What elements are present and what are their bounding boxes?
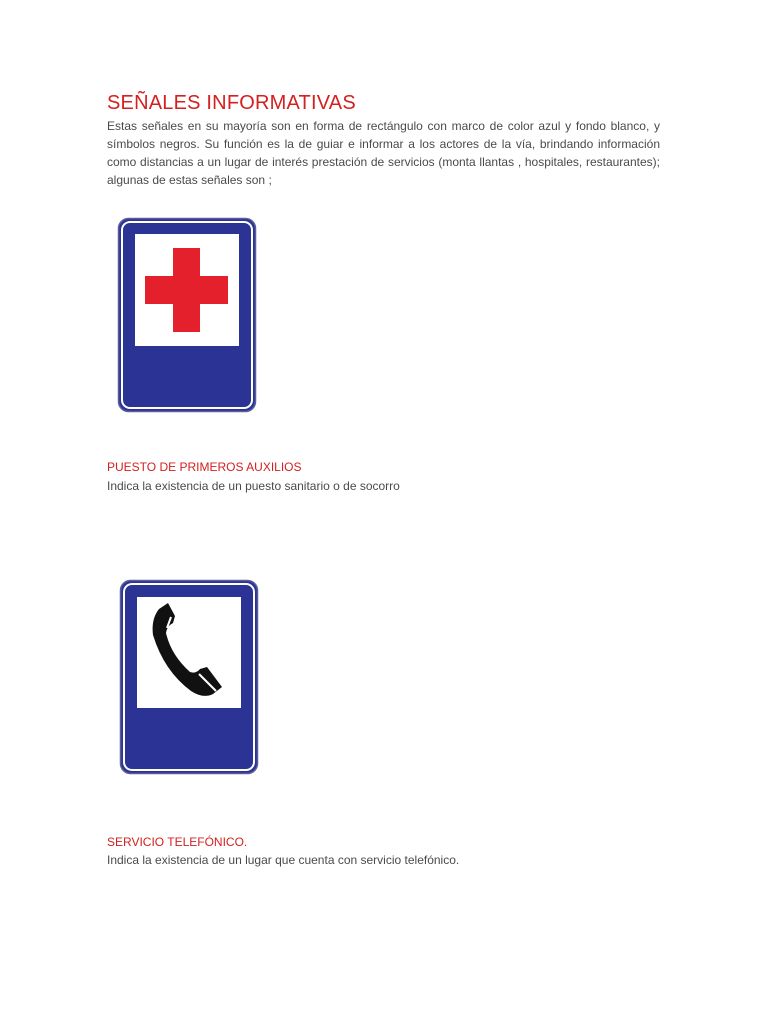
telephone-sign: [119, 579, 259, 775]
first-aid-sign-graphic: [117, 217, 257, 413]
first-aid-sign: [117, 217, 257, 413]
first-aid-description: Indica la existencia de un puesto sanitario o de socorro: [107, 479, 400, 493]
telephone-caption: SERVICIO TELEFÓNICO.: [107, 835, 248, 849]
telephone-description: Indica la existencia de un lugar que cuenta con servicio telefónico.: [107, 853, 460, 867]
first-aid-caption: PUESTO DE PRIMEROS AUXILIOS: [107, 460, 302, 474]
intro-paragraph: Estas señales en su mayoría son en forma de rectángulo con marco de color azul y fondo blanco, y símbolos negros. Su función es la de guiar e informar a los actores de la vía, brindando información como distancias a un lugar de interés prestación de servicios (monta llantas , hospitales, restaurantes); algunas de estas señales son ;: [107, 119, 660, 187]
page-title: SEÑALES INFORMATIVAS: [107, 92, 356, 114]
telephone-sign-graphic: [119, 579, 259, 775]
